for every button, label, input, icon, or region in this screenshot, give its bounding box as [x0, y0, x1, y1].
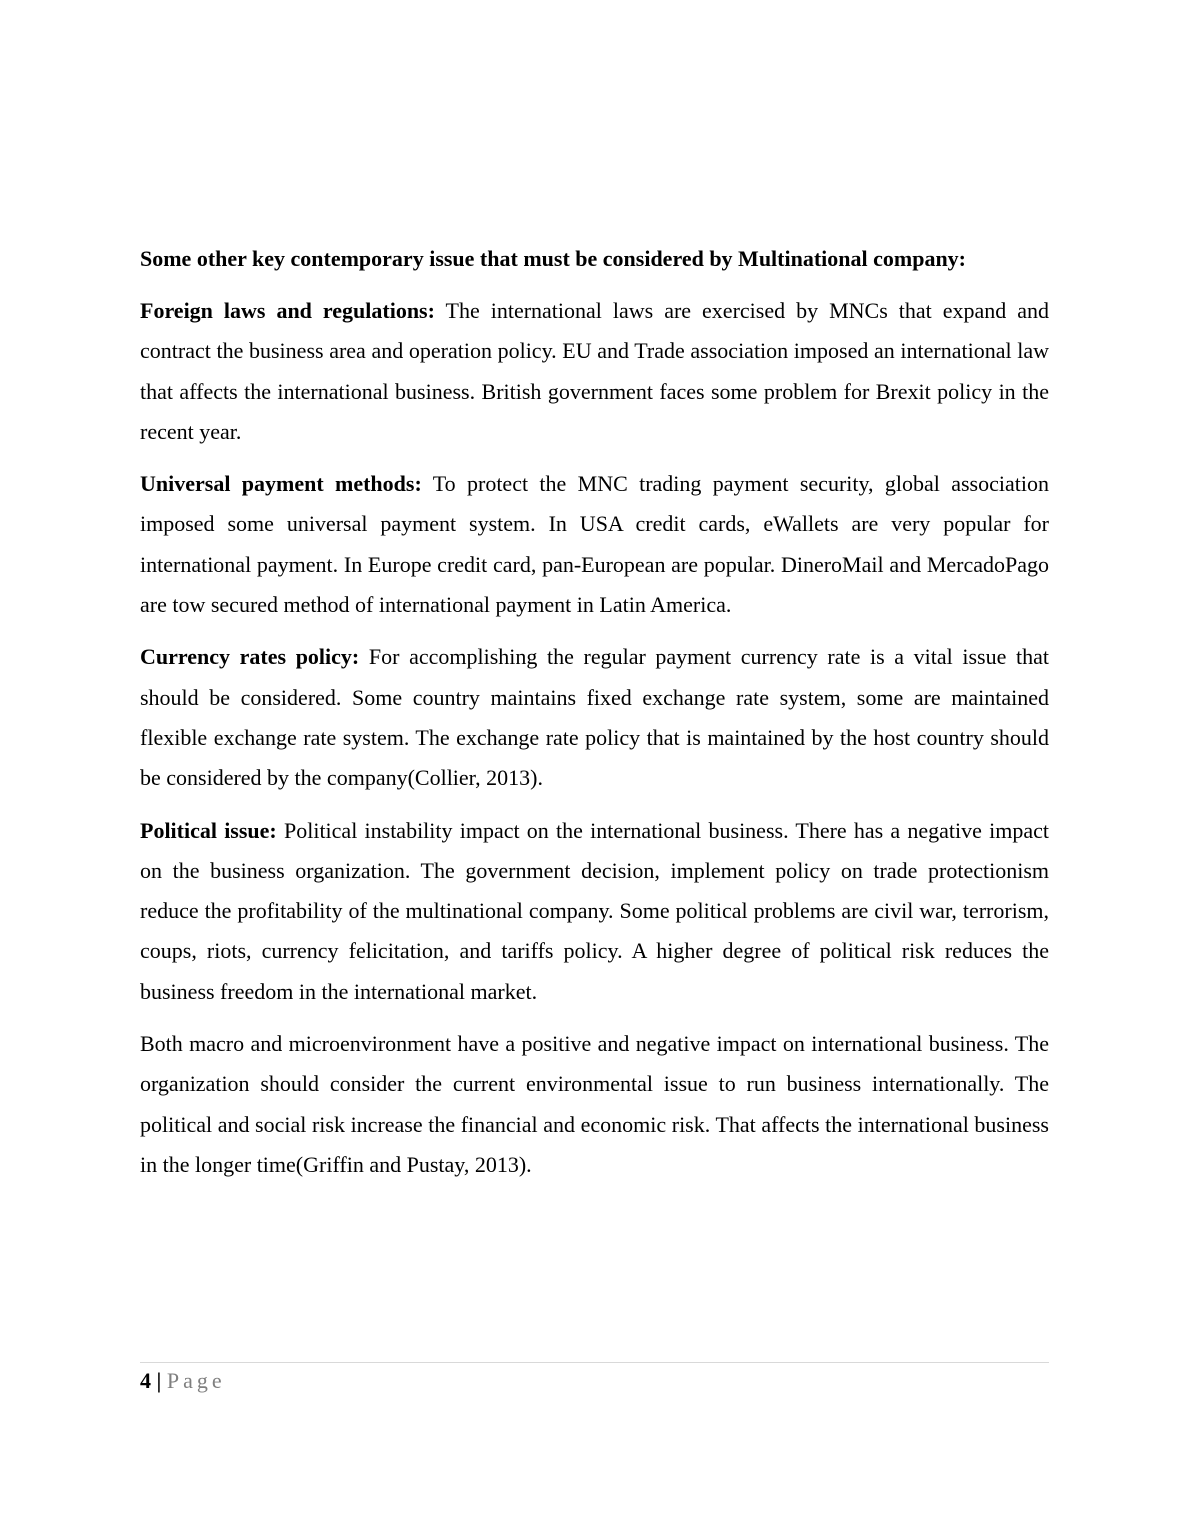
paragraph-text: The international laws are exercised by MNCs that expand and contract the business area and operation policy. EU and Trade association imposed an international law that affects the international business. British government faces some problem for Brexit policy in the recent year. [140, 298, 1049, 444]
section-heading: Some other key contemporary issue that must be considered by Multinational company: [140, 246, 967, 271]
paragraph-currency-rates [140, 637, 1049, 798]
paragraph-text: Political instability impact on the international business. There has a negative impact on the business organization. The government decision, implement policy on trade protectionism reduce the profitability of the multinational company. Some political problems are civil war, terrorism, coups, riots, currency felicitation, and tariffs policy. A higher degree of political risk reduces the business freedom in the international market. [140, 817, 1050, 1004]
paragraph-lead: Currency rates policy: [140, 644, 360, 670]
paragraph-political-issue [140, 811, 1049, 1012]
paragraph-foreign-laws [140, 291, 1049, 452]
page-label: Page [166, 1368, 226, 1393]
page-footer [140, 1366, 226, 1396]
paragraph-text: To protect the MNC trading payment security, global association imposed some universal payment system. In USA credit cards, eWallets are very popular for international payment. In Europe credit card, pan-European are popular. DineroMail and MercadoPago are tow secured method of international payment in Latin America. [140, 471, 1049, 618]
paragraph-conclusion: Both macro and microenvironment have a positive and negative impact on international business. The organization should consider the current environmental issue to run business internationally. The political and social risk increase the financial and economic risk. That affects the international business in the longer time(Griffin and Pustay, 2013). [140, 1031, 1049, 1177]
paragraph-payment-methods [140, 464, 1049, 625]
paragraph-lead: Political issue: [140, 817, 277, 843]
page-body [140, 239, 1049, 1197]
footer-divider [140, 1362, 1049, 1363]
page-number: 4 [140, 1368, 151, 1393]
paragraph-text: For accomplishing the regular payment currency rate is a vital issue that should be considered. Some country maintains fixed exchange rate system, some are maintained flexible exchange rate system. The exchange rate policy that is maintained by the host country should be considered by the company(Collier, 2013). [140, 644, 1049, 791]
footer-separator: | [156, 1368, 162, 1393]
paragraph-lead: Universal payment methods: [140, 471, 422, 497]
paragraph-lead: Foreign laws and regulations: [140, 298, 435, 323]
